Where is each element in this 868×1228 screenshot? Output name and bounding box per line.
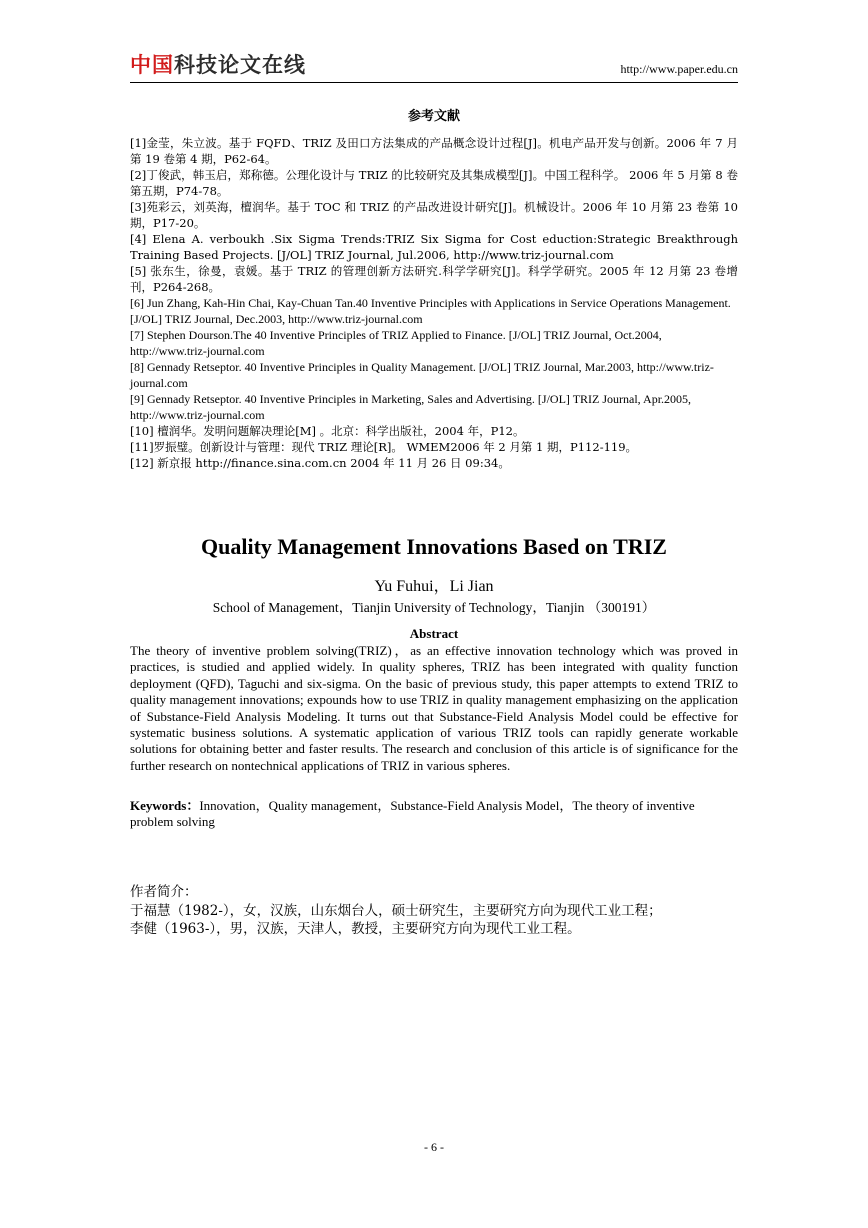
reference-item: [1]金莹，朱立波。基于 FQFD、TRIZ 及田口方法集成的产品概念设计过程[J]。机电产品开发与创新。2006 年 7 月第 19 卷第 4 期，P62-64。 bbox=[130, 136, 738, 166]
reference-item: [10] 檀润华。发明问题解决理论[M] 。北京：科学出版社，2004 年，P12。 bbox=[130, 424, 525, 438]
bio-line: 李健（1963-），男，汉族，天津人，教授，主要研究方向为现代工业工程。 bbox=[130, 921, 581, 937]
keywords-text: Innovation，Quality management，Substance-Field Analysis Model，The theory of inventive problem solving bbox=[130, 798, 695, 830]
paper-authors: Yu Fuhui，Li Jian bbox=[374, 578, 494, 595]
references-title: 参考文献 bbox=[407, 109, 460, 124]
abstract-body: The theory of inventive problem solving(TRIZ)，as an effective innovation technology which was proved in practices, is studied and applied widely. In quality spheres, TRIZ has been integrated with quality function deployment (QFD), Taguchi and six-sigma. On the basic of previous study, this paper attempts to extend TRIZ to quality management innovations; expounds how to use TRIZ in quality management emphasizing on the application of Substance-Field Analysis Modeling. It turns out that Substance-Field Analysis Model could be effective for systematic business solutions. A systematic application of various TRIZ tools can rapidly generate workable solutions for obtaining better and faster results. The research and conclusion of this article is of significance for the further research on nontechnical applications of TRIZ in various spheres. bbox=[130, 643, 738, 773]
logo-red-text: 中国 bbox=[130, 53, 174, 77]
author-bio bbox=[130, 883, 738, 939]
reference-item: [3]苑彩云，刘英海，檀润华。基于 TOC 和 TRIZ 的产品改进设计研究[J]。机械设计。2006 年 10 月第 23 卷第 10 期，P17-20。 bbox=[130, 200, 738, 230]
bio-heading: 作者简介： bbox=[130, 884, 198, 900]
keywords-label: Keywords： bbox=[130, 798, 200, 813]
reference-item: [4] Elena A. verboukh .Six Sigma Trends:TRIZ Six Sigma for Cost eduction:Strategic Breakthrough Training Based Projects. [J/OL] TRIZ Journal, Jul.2006, http://www.triz-journal.com bbox=[130, 232, 738, 262]
keywords-line bbox=[130, 798, 738, 831]
reference-item: [7] Stephen Dourson.The 40 Inventive Principles of TRIZ Applied to Finance. [J/OL] TRIZ Journal, Oct.2004, http://www.triz-journal.com bbox=[130, 328, 662, 358]
reference-item: [11]罗振璧。创新设计与管理：现代 TRIZ 理论[R]。 WMEM2006 年 2 月第 1 期，P112-119。 bbox=[130, 440, 638, 454]
reference-item: [9] Gennady Retseptor. 40 Inventive Principles in Marketing, Sales and Advertising. [J/OL] TRIZ Journal, Apr.2005, http://www.triz-journal.com bbox=[130, 392, 692, 422]
reference-item: [12] 新京报 http://finance.sina.com.cn 2004 年 11 月 26 日 09:34。 bbox=[130, 456, 510, 470]
references-list bbox=[130, 135, 738, 471]
reference-item: [5] 张东生，徐曼，袁媛。基于 TRIZ 的管理创新方法研究.科学学研究[J]。科学学研究。2005 年 12 月第 23 卷增刊，P264-268。 bbox=[130, 264, 738, 294]
reference-item: [8] Gennady Retseptor. 40 Inventive Principles in Quality Management. [J/OL] TRIZ Journal, Mar.2003, http://www.triz-journal.com bbox=[130, 360, 714, 390]
abstract-heading: Abstract bbox=[409, 626, 459, 641]
page-number: - 6 - bbox=[424, 1140, 444, 1154]
paper-title: Quality Management Innovations Based on TRIZ bbox=[201, 534, 667, 559]
reference-item: [6] Jun Zhang, Kah-Hin Chai, Kay-Chuan Tan.40 Inventive Principles with Applications in Service Operations Management. [J/OL] TRIZ Journal, Dec.2003, http://www.triz-journal.com bbox=[130, 296, 731, 326]
bio-line: 于福慧（1982-），女，汉族，山东烟台人，硕士研究生，主要研究方向为现代工业工程； bbox=[130, 902, 662, 919]
paper-affiliation: School of Management，Tianjin University of Technology，Tianjin （300191） bbox=[212, 600, 656, 615]
page-header bbox=[130, 52, 738, 83]
logo-dark-text: 科技论文在线 bbox=[174, 53, 306, 77]
header-url[interactable]: http://www.paper.edu.cn bbox=[620, 62, 738, 76]
reference-item: [2]丁俊武，韩玉启，郑称德。公理化设计与 TRIZ 的比较研究及其集成模型[J]。中国工程科学。 2006 年 5 月第 8 卷第五期，P74-78。 bbox=[130, 168, 738, 198]
site-logo bbox=[130, 52, 306, 78]
